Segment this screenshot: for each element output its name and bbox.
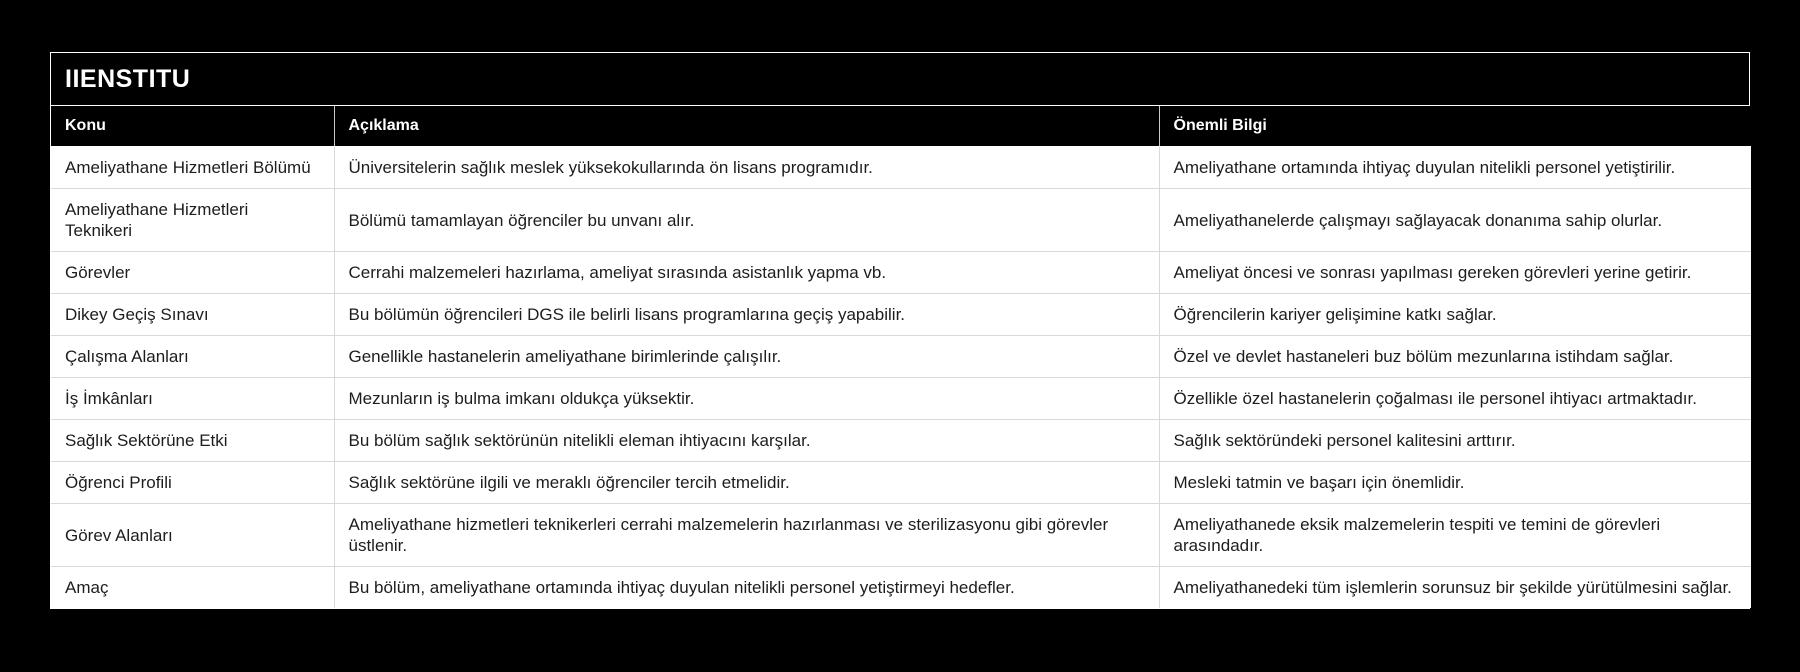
cell-aciklama: Bu bölümün öğrencileri DGS ile belirli lisans programlarına geçiş yapabilir. (334, 294, 1159, 336)
cell-onemli-bilgi: Ameliyathanede eksik malzemelerin tespiti ve temini de görevleri arasındadır. (1159, 504, 1751, 567)
cell-onemli-bilgi: Öğrencilerin kariyer gelişimine katkı sağlar. (1159, 294, 1751, 336)
cell-aciklama: Bölümü tamamlayan öğrenciler bu unvanı alır. (334, 189, 1159, 252)
table-row (51, 252, 1751, 294)
cell-aciklama: Üniversitelerin sağlık meslek yüksekokullarında ön lisans programıdır. (334, 147, 1159, 189)
cell-aciklama: Genellikle hastanelerin ameliyathane birimlerinde çalışılır. (334, 336, 1159, 378)
table-row (51, 336, 1751, 378)
info-table-card (50, 52, 1750, 609)
column-header-konu: Konu (51, 106, 334, 147)
cell-aciklama: Mezunların iş bulma imkanı oldukça yüksektir. (334, 378, 1159, 420)
table-row (51, 147, 1751, 189)
table-row (51, 504, 1751, 567)
cell-konu: Dikey Geçiş Sınavı (51, 294, 334, 336)
cell-onemli-bilgi: Özellikle özel hastanelerin çoğalması ile personel ihtiyacı artmaktadır. (1159, 378, 1751, 420)
table-header-row (51, 106, 1751, 147)
cell-onemli-bilgi: Ameliyat öncesi ve sonrası yapılması gereken görevleri yerine getirir. (1159, 252, 1751, 294)
cell-aciklama: Sağlık sektörüne ilgili ve meraklı öğrenciler tercih etmelidir. (334, 462, 1159, 504)
table-row (51, 420, 1751, 462)
page-title: IIENSTITU (51, 53, 1749, 106)
cell-onemli-bilgi: Ameliyathanelerde çalışmayı sağlayacak donanıma sahip olurlar. (1159, 189, 1751, 252)
cell-onemli-bilgi: Sağlık sektöründeki personel kalitesini arttırır. (1159, 420, 1751, 462)
cell-onemli-bilgi: Mesleki tatmin ve başarı için önemlidir. (1159, 462, 1751, 504)
cell-onemli-bilgi: Ameliyathanedeki tüm işlemlerin sorunsuz bir şekilde yürütülmesini sağlar. (1159, 567, 1751, 609)
cell-aciklama: Ameliyathane hizmetleri teknikerleri cerrahi malzemelerin hazırlanması ve sterilizasyonu gibi görevler üstlenir. (334, 504, 1159, 567)
table-row (51, 567, 1751, 609)
cell-konu: Çalışma Alanları (51, 336, 334, 378)
table-row (51, 189, 1751, 252)
cell-onemli-bilgi: Ameliyathane ortamında ihtiyaç duyulan nitelikli personel yetiştirilir. (1159, 147, 1751, 189)
cell-aciklama: Bu bölüm sağlık sektörünün nitelikli eleman ihtiyacını karşılar. (334, 420, 1159, 462)
cell-konu: İş İmkânları (51, 378, 334, 420)
cell-konu: Amaç (51, 567, 334, 609)
cell-konu: Öğrenci Profili (51, 462, 334, 504)
cell-konu: Görev Alanları (51, 504, 334, 567)
cell-konu: Ameliyathane Hizmetleri Teknikeri (51, 189, 334, 252)
cell-konu: Ameliyathane Hizmetleri Bölümü (51, 147, 334, 189)
cell-onemli-bilgi: Özel ve devlet hastaneleri buz bölüm mezunlarına istihdam sağlar. (1159, 336, 1751, 378)
table-row (51, 378, 1751, 420)
column-header-aciklama: Açıklama (334, 106, 1159, 147)
cell-konu: Sağlık Sektörüne Etki (51, 420, 334, 462)
cell-aciklama: Bu bölüm, ameliyathane ortamında ihtiyaç duyulan nitelikli personel yetiştirmeyi hedefler. (334, 567, 1159, 609)
info-table (51, 106, 1751, 608)
column-header-onemli-bilgi: Önemli Bilgi (1159, 106, 1751, 147)
table-row (51, 462, 1751, 504)
cell-aciklama: Cerrahi malzemeleri hazırlama, ameliyat sırasında asistanlık yapma vb. (334, 252, 1159, 294)
cell-konu: Görevler (51, 252, 334, 294)
table-row (51, 294, 1751, 336)
